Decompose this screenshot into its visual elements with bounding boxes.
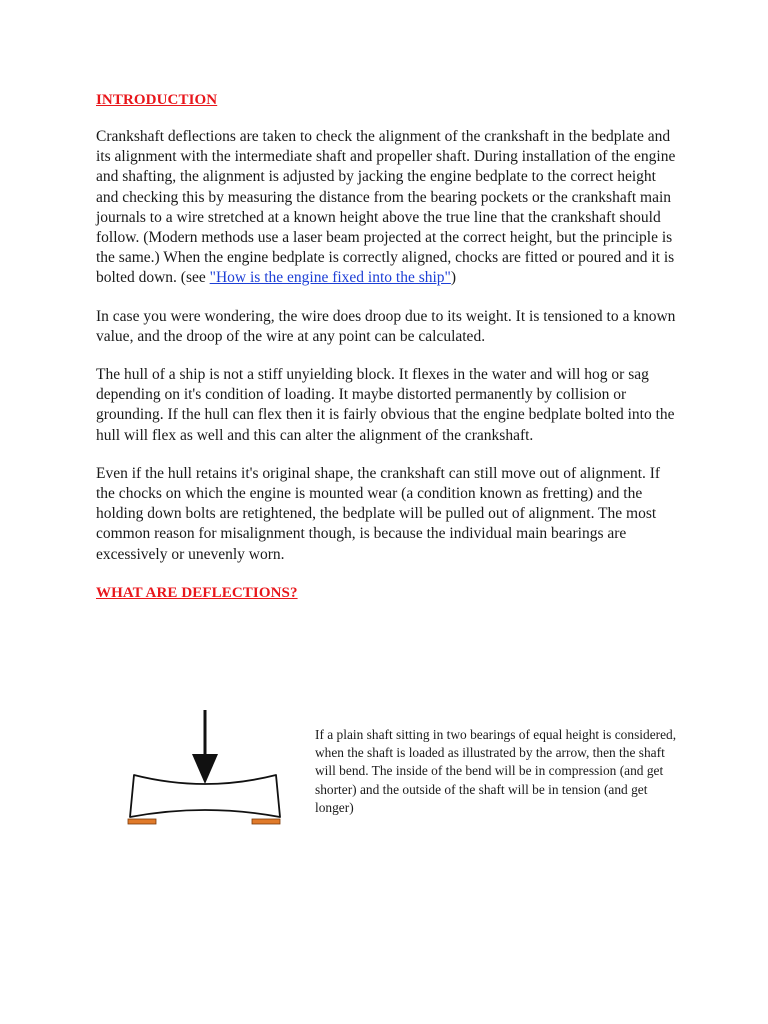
shaft-deflection-figure xyxy=(124,706,294,830)
intro-paragraph-4: Even if the hull retains it's original shape, the crankshaft can still move out of alignment. If the chocks on which the engine is mounted wear (a condition known as fretting) and the holding down bolts are retightened, the bedplate will be pulled out of alignment. The most common reason for misalignment though, is because the individual main bearings are excessively or unevenly worn. xyxy=(96,464,661,563)
document-body xyxy=(96,92,676,602)
introduction-heading: INTRODUCTION xyxy=(96,92,218,108)
figure-caption: If a plain shaft sitting in two bearings of equal height is considered, when the shaft is loaded as illustrated by the arrow, then the shaft will bend. The inside of the bend will be in compression (and get shorter) and the outside of the shaft will be in tension (and get longer) xyxy=(315,727,677,815)
intro-paragraph-1-tail: ) xyxy=(450,269,457,287)
bent-shaft-illustration xyxy=(124,706,294,830)
right-bearing xyxy=(252,819,280,824)
intro-paragraph-2: In case you were wondering, the wire does droop due to its weight. It is tensioned to a known value, and the droop of the wire at any point can be calculated. xyxy=(96,307,676,345)
left-bearing xyxy=(128,819,156,824)
deflections-heading: WHAT ARE DEFLECTIONS? xyxy=(96,584,298,601)
engine-fixed-link[interactable]: "How is the engine fixed into the ship" xyxy=(209,269,451,287)
intro-paragraph-1 xyxy=(96,127,676,289)
load-arrow-icon xyxy=(192,710,218,784)
intro-paragraph-1-text: Crankshaft deflections are taken to check the alignment of the crankshaft in the bedplate and its alignment with the intermediate shaft and propeller shaft. During installation of the engine and shafting, the alignment is adjusted by jacking the engine bedplate to the correct height and checking this by measuring the distance from the bearing pockets or the crankshaft main journals to a wire stretched at a known height above the true line that the crankshaft should follow. (Modern methods use a laser beam projected at the correct height, but the principle is the same.) When the engine bedplate is correctly aligned, chocks are fitted or poured and it is bolted down. (see xyxy=(96,128,676,287)
intro-paragraph-3: The hull of a ship is not a stiff unyielding block. It flexes in the water and will hog or sag depending on it's condition of loading. It maybe distorted permanently by collision or grounding. If the hull can flex then it is fairly obvious that the engine bedplate bolted into the hull will flex as well and this can alter the alignment of the crankshaft. xyxy=(96,366,675,444)
